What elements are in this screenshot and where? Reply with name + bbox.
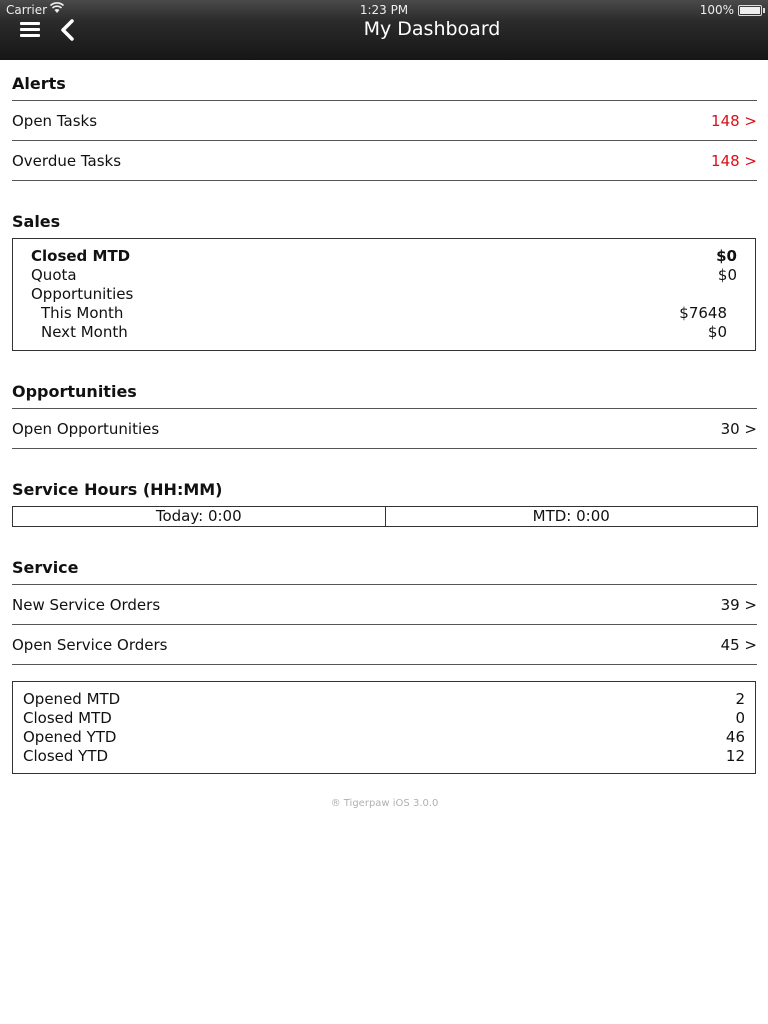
next-month-value: $0 xyxy=(707,323,727,341)
status-bar xyxy=(0,0,768,20)
stat-row: Closed MTD 0 xyxy=(23,709,745,727)
service-hours-table xyxy=(12,506,758,527)
open-opportunities-row[interactable] xyxy=(12,408,757,449)
open-tasks-row[interactable] xyxy=(12,100,757,140)
open-tasks-count: 148 > xyxy=(711,111,757,130)
service-hours-header: Service Hours (HH:MM) xyxy=(12,480,223,499)
sales-summary-box xyxy=(12,238,756,351)
overdue-tasks-row[interactable] xyxy=(12,140,757,181)
sales-header: Sales xyxy=(12,212,61,231)
closed-mtd-value: $0 xyxy=(716,247,737,265)
next-month-label: Next Month xyxy=(41,323,128,341)
this-month-label: This Month xyxy=(41,304,124,322)
row-label: Overdue Tasks xyxy=(12,151,122,170)
next-month-row xyxy=(31,323,737,342)
battery-icon xyxy=(738,5,762,16)
row-label: Open Service Orders xyxy=(12,635,168,654)
stat-row: Opened YTD 46 xyxy=(23,728,745,746)
battery-percent: 100% xyxy=(699,3,734,17)
quota-row xyxy=(31,266,737,285)
version-footer: ® Tigerpaw iOS 3.0.0 xyxy=(330,798,439,809)
closed-mtd-label: Closed MTD xyxy=(31,247,131,265)
overdue-tasks-count: 148 > xyxy=(711,151,757,170)
row-label: New Service Orders xyxy=(12,595,161,614)
navigation-bar xyxy=(0,0,768,60)
new-service-orders-count: 39 > xyxy=(720,595,757,614)
new-service-orders-row[interactable] xyxy=(12,584,757,624)
alerts-header: Alerts xyxy=(12,74,66,93)
closed-mtd-row xyxy=(31,247,737,266)
service-hours-today: Today: 0:00 xyxy=(13,507,386,526)
open-service-orders-row[interactable] xyxy=(12,624,757,665)
opportunities-subheader: Opportunities xyxy=(31,285,134,303)
stat-row: Closed YTD 12 xyxy=(23,747,745,765)
quota-label: Quota xyxy=(31,266,77,284)
stat-row: Opened MTD 2 xyxy=(23,690,745,708)
this-month-row xyxy=(31,304,737,323)
carrier-label: Carrier xyxy=(6,3,48,17)
opportunities-header: Opportunities xyxy=(12,382,137,401)
page-title: My Dashboard xyxy=(363,18,501,40)
this-month-value: $7648 xyxy=(679,304,727,322)
service-stats-box xyxy=(12,681,756,774)
row-label: Open Opportunities xyxy=(12,419,160,438)
status-time: 1:23 PM xyxy=(359,3,409,17)
quota-value: $0 xyxy=(717,266,737,284)
service-header: Service xyxy=(12,558,79,577)
row-label: Open Tasks xyxy=(12,111,98,130)
open-service-orders-count: 45 > xyxy=(720,635,757,654)
open-opportunities-count: 30 > xyxy=(720,419,757,438)
service-hours-mtd: MTD: 0:00 xyxy=(532,507,610,525)
